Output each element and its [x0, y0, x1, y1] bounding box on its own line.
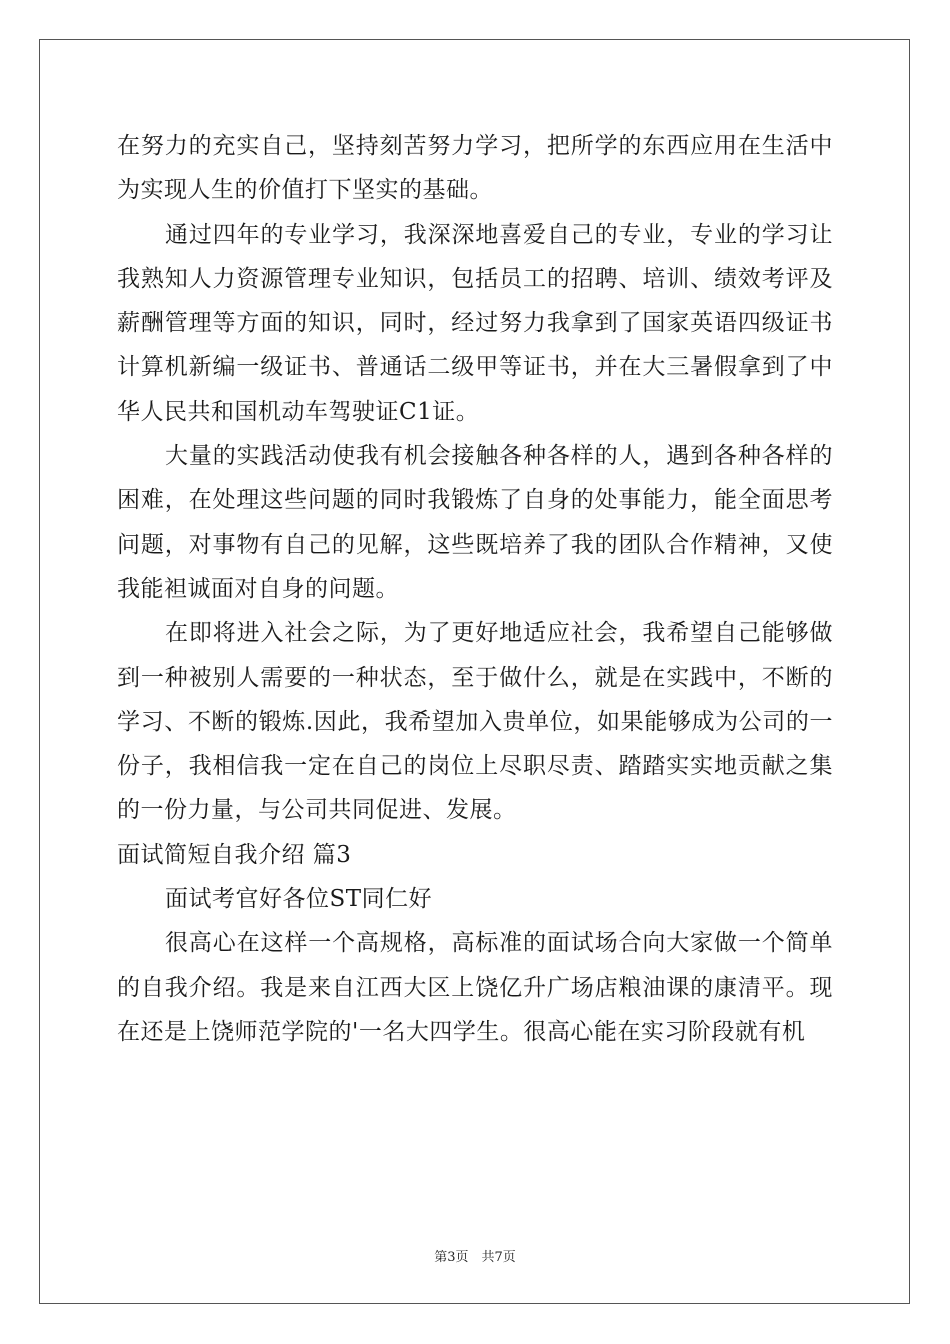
page-footer: 第3页 共7页: [434, 1250, 516, 1265]
paragraph-1: 在努力的充实自己，坚持刻苦努力学习，把所学的东西应用在生活中为实现人生的价值打下坚实的基础。: [117, 133, 833, 204]
section-heading: 面试简短自我介绍 篇3: [117, 841, 352, 868]
paragraph-3: 大量的实践活动使我有机会接触各种各样的人，遇到各种各样的困难，在处理这些问题的同时我锻炼了自身的处事能力，能全面思考问题，对事物有自己的见解，这些既培养了我的团队合作精神，又使我能袒诚面对自身的问题。: [117, 443, 833, 602]
paragraph-4: 在即将进入社会之际，为了更好地适应社会，我希望自己能够做到一种被别人需要的一种状态，至于做什么，就是在实践中，不断的学习、不断的锻炼.因此，我希望加入贵单位，如果能够成为公司的一份子，我相信我一定在自己的岗位上尽职尽责、踏踏实实地贡献之集的一份力量，与公司共同促进、发展。: [117, 620, 833, 824]
intro-paragraph: 很高心在这样一个高规格，高标准的面试场合向大家做一个简单的自我介绍。我是来自江西大区上饶亿升广场店粮油课的康清平。现在还是上饶师范学院的'一名大四学生。很高心能在实习阶段就有机: [117, 930, 833, 1045]
document-body: [117, 124, 833, 1054]
paragraph-2: 通过四年的专业学习，我深深地喜爱自己的专业，专业的学习让我熟知人力资源管理专业知识，包括员工的招聘、培训、绩效考评及薪酬管理等方面的知识，同时，经过努力我拿到了国家英语四级证书计算机新编一级证书、普通话二级甲等证书，并在大三暑假拿到了中华人民共和国机动车驾驶证C1证。: [117, 221, 833, 425]
greeting-line: 面试考官好各位ST同仁好: [165, 886, 433, 913]
